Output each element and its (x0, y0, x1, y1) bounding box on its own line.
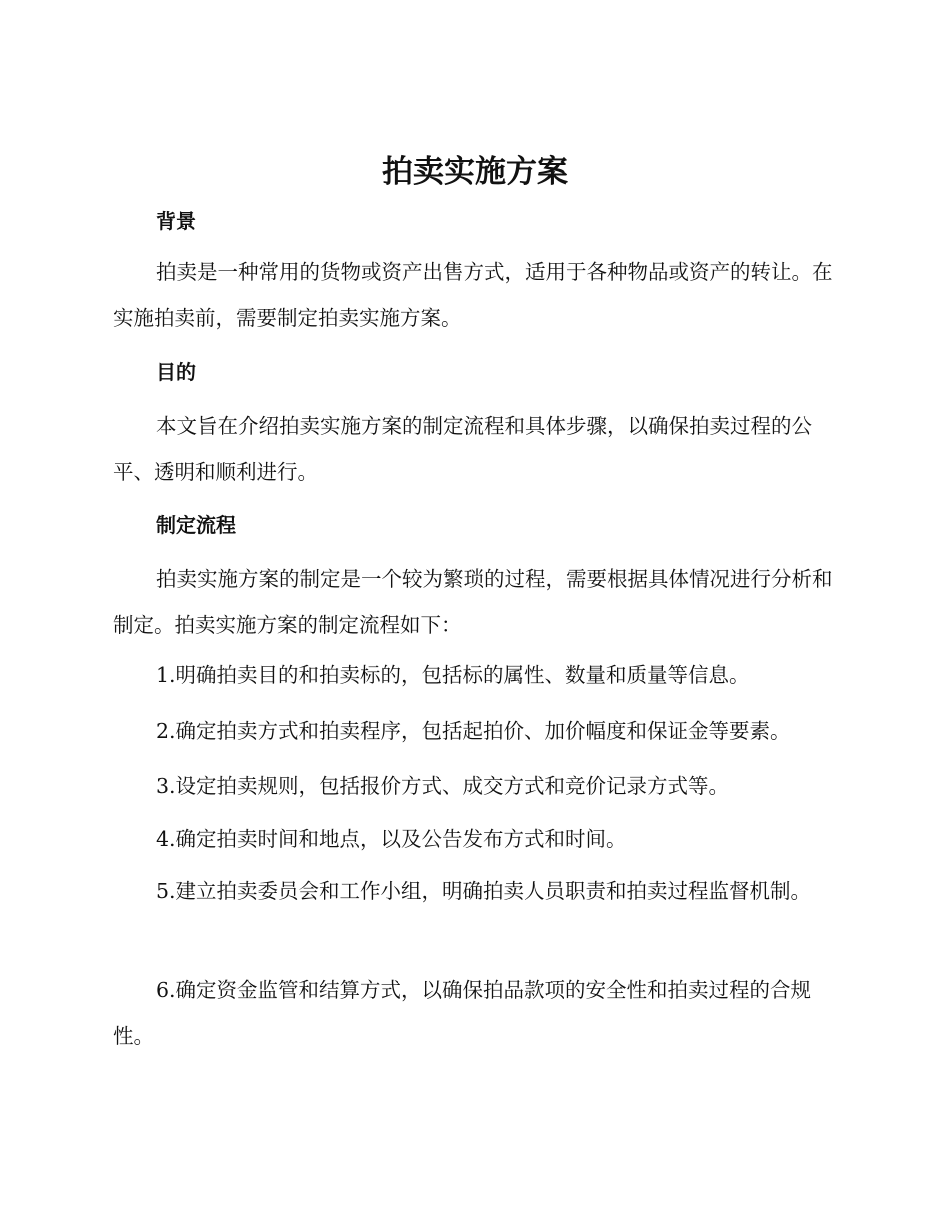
paragraph-purpose: 本文旨在介绍拍卖实施方案的制定流程和具体步骤，以确保拍卖过程的公平、透明和顺利进行。 (113, 414, 812, 484)
paragraph-background: 拍卖是一种常用的货物或资产出售方式，适用于各种物品或资产的转让。在实施拍卖前，需要制定拍卖实施方案。 (113, 260, 833, 330)
section-heading-purpose: 目的 (156, 360, 196, 384)
process-step-6: 6.确定资金监管和结算方式，以确保拍品款项的安全性和拍卖过程的合规性。 (113, 978, 812, 1048)
process-step-3: 3.设定拍卖规则，包括报价方式、成交方式和竞价记录方式等。 (156, 774, 730, 798)
paragraph-process-intro: 拍卖实施方案的制定是一个较为繁琐的过程，需要根据具体情况进行分析和制定。拍卖实施方案的制定流程如下： (113, 567, 833, 637)
process-step-2: 2.确定拍卖方式和拍卖程序，包括起拍价、加价幅度和保证金等要素。 (156, 719, 791, 743)
section-heading-process: 制定流程 (156, 513, 236, 537)
section-heading-background: 背景 (156, 209, 196, 233)
document-title: 拍卖实施方案 (382, 154, 568, 190)
process-step-4: 4.确定拍卖时间和地点，以及公告发布方式和时间。 (156, 827, 627, 851)
process-step-1: 1.明确拍卖目的和拍卖标的，包括标的属性、数量和质量等信息。 (156, 663, 750, 687)
process-step-5: 5.建立拍卖委员会和工作小组，明确拍卖人员职责和拍卖过程监督机制。 (156, 879, 812, 903)
